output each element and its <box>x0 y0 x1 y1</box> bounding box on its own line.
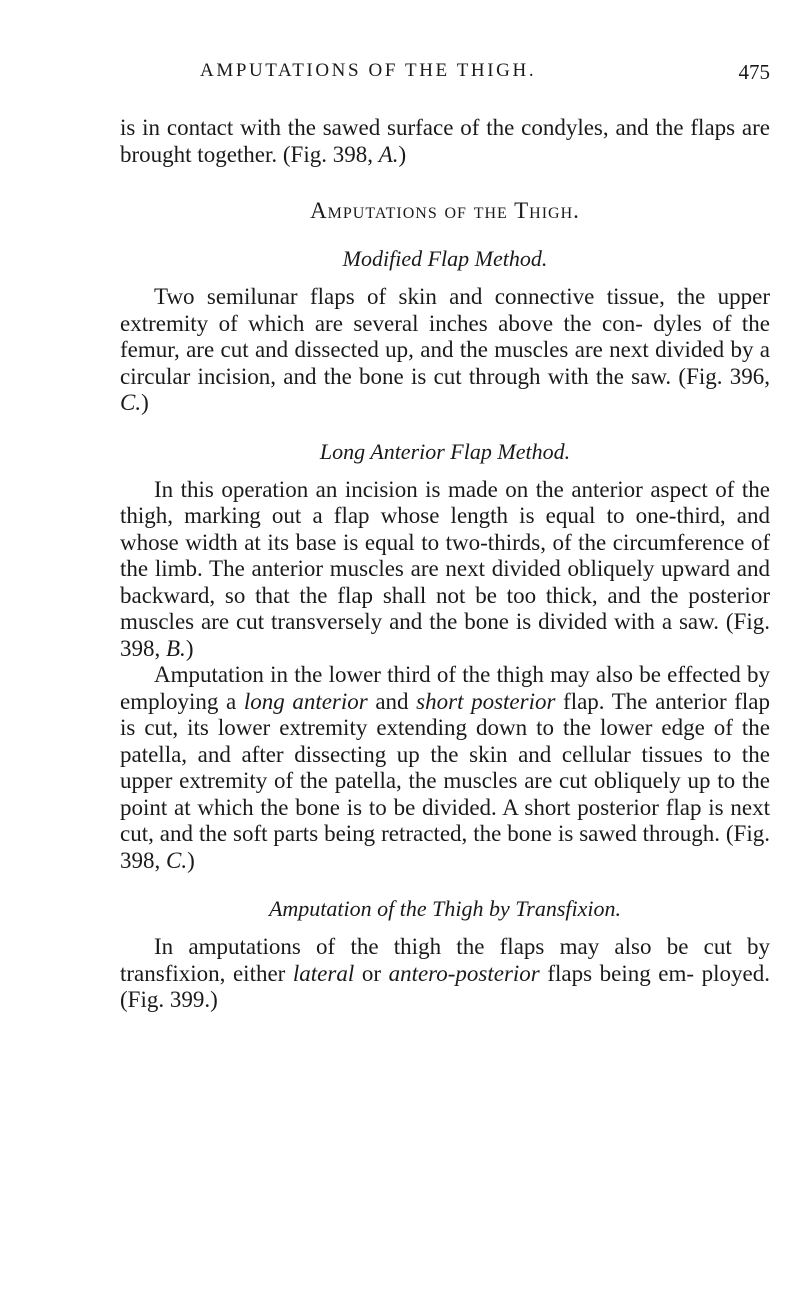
italic-term: short posterior <box>416 688 556 714</box>
paren-close: ) <box>398 141 407 167</box>
paren-close: ) <box>141 390 149 415</box>
text-run: and <box>367 688 417 714</box>
subheading-transfixion: Amputation of the Thigh by Transfixion. <box>268 896 621 921</box>
page-number: 475 <box>738 60 770 84</box>
fig-letter: A. <box>378 141 399 167</box>
fig-letter: C. <box>120 390 142 415</box>
text-run: In amputations of the thigh the flaps may also be cut by transfixion, either <box>120 934 770 986</box>
paren-close: ) <box>185 635 194 661</box>
fig-letter: C. <box>166 847 188 873</box>
modified-flap-text: Two semilunar flaps of skin and connective tissue, the upper extremity of which are several inches above the con- dyles of the femur, are cut and dissected up, and the muscles are next divided by a circular incision, and the bone is cut through with the saw. (Fig. 396, <box>120 284 770 389</box>
running-head-title: AMPUTATIONS OF THE THIGH. <box>200 60 537 81</box>
text-run: flaps being em- ployed. (Fig. 399.) <box>120 960 770 1012</box>
fig-letter: B. <box>166 635 186 661</box>
italic-term: lateral <box>292 960 355 986</box>
italic-term: long anterior <box>243 688 368 714</box>
subheading-modified-flap: Modified Flap Method. <box>342 246 548 271</box>
intro-text: is in contact with the sawed surface of the condyles, and the flaps are brought together. (Fig. 398, <box>120 115 770 167</box>
italic-term: antero-posterior <box>388 960 540 986</box>
long-anterior-paragraph-1 <box>120 477 770 663</box>
long-anterior-text-1: In this operation an incision is made on the anterior aspect of the thigh, marking out a flap whose length is equal to one-third, and whose width at its base is equal to two-thirds, of the circumference of the limb. The anterior muscles are next divided obliquely upward and backward, so that the flap shall not be too thick, and the posterior muscles are cut transversely and the bone is divided with a saw. (Fig. 398, <box>120 476 770 661</box>
transfixion-paragraph <box>120 934 770 1014</box>
section-heading: Amputations of the Thigh. <box>310 198 580 223</box>
text-run: flap. The anterior flap is cut, its lower extremity extending down to the lower edge of the patella, and after dissecting up the skin and cellular tissues to the upper extremity of the patella, the muscles are cut obliquely up to the point at which the bone is to be divided. A short posterior flap is next cut, and the soft parts being retracted, the bone is sawed through. (Fig. 398, <box>120 688 771 873</box>
intro-paragraph <box>120 115 770 168</box>
text-run: or <box>354 960 389 986</box>
page-body <box>120 115 770 1014</box>
long-anterior-paragraph-2 <box>120 662 770 874</box>
subheading-long-anterior-flap: Long Anterior Flap Method. <box>319 438 571 464</box>
text-run: Amputation in the lower third of the thigh may also be effected by employing a <box>120 662 770 714</box>
modified-flap-paragraph <box>120 284 770 417</box>
running-head <box>160 60 770 92</box>
paren-close: ) <box>187 847 195 873</box>
